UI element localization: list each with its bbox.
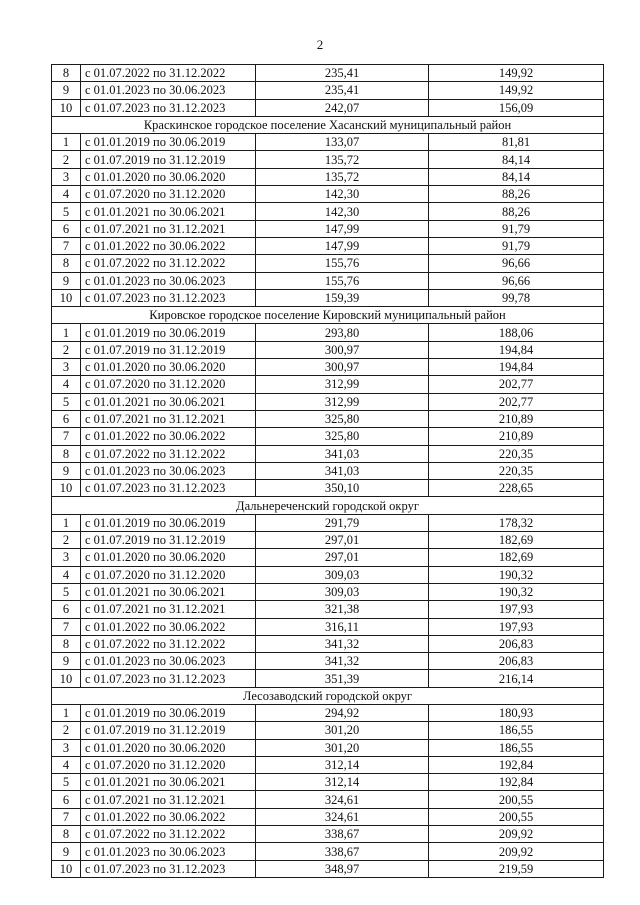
tariff-value-1-cell: 341,32 — [256, 653, 429, 670]
tariff-value-2-cell: 192,84 — [429, 756, 604, 773]
table-row — [52, 445, 604, 462]
row-number-cell: 3 — [52, 359, 81, 376]
section-header-row — [52, 116, 604, 133]
tariff-value-2-cell: 190,32 — [429, 583, 604, 600]
tariff-value-1-cell: 312,14 — [256, 756, 429, 773]
period-cell: с 01.01.2020 по 30.06.2020 — [81, 168, 256, 185]
tariff-table — [51, 64, 604, 878]
period-cell: с 01.07.2022 по 31.12.2022 — [81, 826, 256, 843]
tariff-value-1-cell: 312,99 — [256, 376, 429, 393]
row-number-cell: 9 — [52, 653, 81, 670]
tariff-value-2-cell: 209,92 — [429, 843, 604, 860]
tariff-value-1-cell: 324,61 — [256, 808, 429, 825]
period-cell: с 01.07.2021 по 31.12.2021 — [81, 220, 256, 237]
tariff-value-1-cell: 350,10 — [256, 480, 429, 497]
period-cell: с 01.01.2019 по 30.06.2019 — [81, 704, 256, 721]
row-number-cell: 3 — [52, 168, 81, 185]
tariff-value-1-cell: 235,41 — [256, 82, 429, 99]
table-row — [52, 99, 604, 116]
row-number-cell: 1 — [52, 134, 81, 151]
row-number-cell: 9 — [52, 272, 81, 289]
table-row — [52, 843, 604, 860]
period-cell: с 01.07.2020 по 31.12.2020 — [81, 566, 256, 583]
row-number-cell: 4 — [52, 566, 81, 583]
row-number-cell: 8 — [52, 445, 81, 462]
table-row — [52, 82, 604, 99]
tariff-value-2-cell: 216,14 — [429, 670, 604, 687]
table-row — [52, 601, 604, 618]
period-cell: с 01.07.2022 по 31.12.2022 — [81, 255, 256, 272]
table-row — [52, 583, 604, 600]
table-row — [52, 168, 604, 185]
section-title: Кировское городское поселение Кировский муниципальный район — [52, 307, 604, 324]
table-row — [52, 860, 604, 877]
table-row — [52, 428, 604, 445]
table-row — [52, 359, 604, 376]
row-number-cell: 7 — [52, 618, 81, 635]
row-number-cell: 7 — [52, 428, 81, 445]
tariff-value-2-cell: 194,84 — [429, 359, 604, 376]
tariff-value-2-cell: 197,93 — [429, 618, 604, 635]
tariff-value-2-cell: 197,93 — [429, 601, 604, 618]
row-number-cell: 6 — [52, 601, 81, 618]
tariff-value-2-cell: 219,59 — [429, 860, 604, 877]
table-row — [52, 220, 604, 237]
tariff-value-1-cell: 301,20 — [256, 722, 429, 739]
tariff-value-2-cell: 88,26 — [429, 203, 604, 220]
table-row — [52, 410, 604, 427]
period-cell: с 01.07.2019 по 31.12.2019 — [81, 341, 256, 358]
table-row — [52, 774, 604, 791]
period-cell: с 01.01.2023 по 30.06.2023 — [81, 272, 256, 289]
row-number-cell: 3 — [52, 549, 81, 566]
period-cell: с 01.01.2023 по 30.06.2023 — [81, 653, 256, 670]
period-cell: с 01.01.2022 по 30.06.2022 — [81, 237, 256, 254]
tariff-value-1-cell: 301,20 — [256, 739, 429, 756]
table-row — [52, 826, 604, 843]
period-cell: с 01.07.2019 по 31.12.2019 — [81, 532, 256, 549]
row-number-cell: 7 — [52, 237, 81, 254]
tariff-value-2-cell: 96,66 — [429, 255, 604, 272]
table-row — [52, 341, 604, 358]
tariff-value-2-cell: 210,89 — [429, 410, 604, 427]
row-number-cell: 8 — [52, 65, 81, 82]
tariff-value-2-cell: 99,78 — [429, 289, 604, 306]
tariff-value-1-cell: 297,01 — [256, 532, 429, 549]
tariff-value-2-cell: 96,66 — [429, 272, 604, 289]
row-number-cell: 4 — [52, 186, 81, 203]
tariff-value-1-cell: 316,11 — [256, 618, 429, 635]
tariff-value-1-cell: 325,80 — [256, 410, 429, 427]
row-number-cell: 1 — [52, 514, 81, 531]
tariff-value-2-cell: 206,83 — [429, 653, 604, 670]
section-header-row — [52, 307, 604, 324]
table-row — [52, 203, 604, 220]
table-row — [52, 186, 604, 203]
tariff-value-1-cell: 341,32 — [256, 635, 429, 652]
tariff-value-2-cell: 209,92 — [429, 826, 604, 843]
tariff-value-1-cell: 242,07 — [256, 99, 429, 116]
period-cell: с 01.07.2019 по 31.12.2019 — [81, 722, 256, 739]
period-cell: с 01.01.2022 по 30.06.2022 — [81, 808, 256, 825]
row-number-cell: 6 — [52, 410, 81, 427]
tariff-value-2-cell: 81,81 — [429, 134, 604, 151]
tariff-value-1-cell: 293,80 — [256, 324, 429, 341]
row-number-cell: 6 — [52, 220, 81, 237]
row-number-cell: 2 — [52, 722, 81, 739]
row-number-cell: 8 — [52, 635, 81, 652]
row-number-cell: 3 — [52, 739, 81, 756]
table-row — [52, 549, 604, 566]
table-row — [52, 272, 604, 289]
period-cell: с 01.01.2019 по 30.06.2019 — [81, 134, 256, 151]
period-cell: с 01.01.2020 по 30.06.2020 — [81, 549, 256, 566]
tariff-value-1-cell: 235,41 — [256, 65, 429, 82]
tariff-value-2-cell: 186,55 — [429, 722, 604, 739]
table-row — [52, 635, 604, 652]
tariff-value-2-cell: 220,35 — [429, 445, 604, 462]
period-cell: с 01.07.2022 по 31.12.2022 — [81, 65, 256, 82]
table-row — [52, 514, 604, 531]
row-number-cell: 2 — [52, 341, 81, 358]
tariff-value-2-cell: 206,83 — [429, 635, 604, 652]
tariff-value-2-cell: 156,09 — [429, 99, 604, 116]
row-number-cell: 9 — [52, 462, 81, 479]
table-row — [52, 255, 604, 272]
tariff-value-1-cell: 324,61 — [256, 791, 429, 808]
row-number-cell: 1 — [52, 324, 81, 341]
tariff-value-1-cell: 300,97 — [256, 341, 429, 358]
row-number-cell: 4 — [52, 376, 81, 393]
row-number-cell: 5 — [52, 583, 81, 600]
tariff-value-2-cell: 182,69 — [429, 532, 604, 549]
tariff-value-1-cell: 341,03 — [256, 462, 429, 479]
tariff-value-1-cell: 147,99 — [256, 220, 429, 237]
tariff-value-2-cell: 91,79 — [429, 220, 604, 237]
table-row — [52, 722, 604, 739]
tariff-value-1-cell: 338,67 — [256, 843, 429, 860]
tariff-value-1-cell: 135,72 — [256, 151, 429, 168]
row-number-cell: 10 — [52, 860, 81, 877]
row-number-cell: 6 — [52, 791, 81, 808]
tariff-value-1-cell: 147,99 — [256, 237, 429, 254]
table-row — [52, 670, 604, 687]
period-cell: с 01.07.2020 по 31.12.2020 — [81, 186, 256, 203]
tariff-value-2-cell: 84,14 — [429, 151, 604, 168]
period-cell: с 01.01.2022 по 30.06.2022 — [81, 618, 256, 635]
tariff-value-1-cell: 312,14 — [256, 774, 429, 791]
table-row — [52, 618, 604, 635]
tariff-value-2-cell: 200,55 — [429, 808, 604, 825]
row-number-cell: 10 — [52, 289, 81, 306]
row-number-cell: 8 — [52, 255, 81, 272]
page-number: 2 — [316, 37, 324, 52]
period-cell: с 01.01.2021 по 30.06.2021 — [81, 393, 256, 410]
tariff-value-1-cell: 338,67 — [256, 826, 429, 843]
table-row — [52, 808, 604, 825]
section-header-row — [52, 687, 604, 704]
table-row — [52, 289, 604, 306]
row-number-cell: 2 — [52, 532, 81, 549]
row-number-cell: 9 — [52, 82, 81, 99]
tariff-value-2-cell: 84,14 — [429, 168, 604, 185]
tariff-value-2-cell: 202,77 — [429, 376, 604, 393]
tariff-value-2-cell: 194,84 — [429, 341, 604, 358]
tariff-value-1-cell: 341,03 — [256, 445, 429, 462]
period-cell: с 01.01.2019 по 30.06.2019 — [81, 514, 256, 531]
row-number-cell: 10 — [52, 670, 81, 687]
table-row — [52, 756, 604, 773]
tariff-value-2-cell: 186,55 — [429, 739, 604, 756]
period-cell: с 01.07.2023 по 31.12.2023 — [81, 99, 256, 116]
period-cell: с 01.07.2023 по 31.12.2023 — [81, 480, 256, 497]
tariff-value-2-cell: 188,06 — [429, 324, 604, 341]
table-row — [52, 237, 604, 254]
row-number-cell: 5 — [52, 203, 81, 220]
table-row — [52, 532, 604, 549]
row-number-cell: 5 — [52, 774, 81, 791]
table-row — [52, 462, 604, 479]
tariff-value-1-cell: 300,97 — [256, 359, 429, 376]
tariff-value-2-cell: 192,84 — [429, 774, 604, 791]
period-cell: с 01.07.2023 по 31.12.2023 — [81, 670, 256, 687]
table-row — [52, 376, 604, 393]
tariff-value-2-cell: 220,35 — [429, 462, 604, 479]
row-number-cell: 5 — [52, 393, 81, 410]
tariff-value-1-cell: 312,99 — [256, 393, 429, 410]
period-cell: с 01.07.2022 по 31.12.2022 — [81, 445, 256, 462]
period-cell: с 01.07.2019 по 31.12.2019 — [81, 151, 256, 168]
period-cell: с 01.07.2020 по 31.12.2020 — [81, 756, 256, 773]
row-number-cell: 10 — [52, 99, 81, 116]
row-number-cell: 9 — [52, 843, 81, 860]
tariff-value-2-cell: 180,93 — [429, 704, 604, 721]
tariff-table-body — [52, 65, 604, 878]
period-cell: с 01.07.2022 по 31.12.2022 — [81, 635, 256, 652]
tariff-value-2-cell: 202,77 — [429, 393, 604, 410]
table-row — [52, 65, 604, 82]
tariff-value-1-cell: 291,79 — [256, 514, 429, 531]
tariff-value-1-cell: 294,92 — [256, 704, 429, 721]
section-title: Краскинское городское поселение Хасанский муниципальный район — [52, 116, 604, 133]
tariff-value-1-cell: 155,76 — [256, 272, 429, 289]
tariff-value-2-cell: 210,89 — [429, 428, 604, 445]
table-row — [52, 739, 604, 756]
period-cell: с 01.01.2023 по 30.06.2023 — [81, 82, 256, 99]
tariff-value-1-cell: 325,80 — [256, 428, 429, 445]
table-row — [52, 704, 604, 721]
section-title: Лесозаводский городской округ — [52, 687, 604, 704]
table-row — [52, 566, 604, 583]
tariff-value-2-cell: 190,32 — [429, 566, 604, 583]
period-cell: с 01.07.2020 по 31.12.2020 — [81, 376, 256, 393]
tariff-value-2-cell: 91,79 — [429, 237, 604, 254]
table-row — [52, 151, 604, 168]
period-cell: с 01.01.2019 по 30.06.2019 — [81, 324, 256, 341]
table-row — [52, 653, 604, 670]
table-row — [52, 134, 604, 151]
tariff-value-1-cell: 321,38 — [256, 601, 429, 618]
tariff-value-2-cell: 149,92 — [429, 82, 604, 99]
period-cell: с 01.01.2021 по 30.06.2021 — [81, 774, 256, 791]
period-cell: с 01.01.2023 по 30.06.2023 — [81, 462, 256, 479]
period-cell: с 01.01.2021 по 30.06.2021 — [81, 203, 256, 220]
tariff-value-1-cell: 133,07 — [256, 134, 429, 151]
row-number-cell: 2 — [52, 151, 81, 168]
section-title: Дальнереченский городской округ — [52, 497, 604, 514]
period-cell: с 01.01.2022 по 30.06.2022 — [81, 428, 256, 445]
table-row — [52, 480, 604, 497]
tariff-value-1-cell: 351,39 — [256, 670, 429, 687]
tariff-value-2-cell: 228,65 — [429, 480, 604, 497]
period-cell: с 01.01.2021 по 30.06.2021 — [81, 583, 256, 600]
tariff-value-2-cell: 88,26 — [429, 186, 604, 203]
row-number-cell: 7 — [52, 808, 81, 825]
row-number-cell: 8 — [52, 826, 81, 843]
section-header-row — [52, 497, 604, 514]
tariff-value-2-cell: 182,69 — [429, 549, 604, 566]
row-number-cell: 10 — [52, 480, 81, 497]
tariff-value-1-cell: 348,97 — [256, 860, 429, 877]
tariff-value-1-cell: 309,03 — [256, 566, 429, 583]
tariff-value-2-cell: 200,55 — [429, 791, 604, 808]
row-number-cell: 4 — [52, 756, 81, 773]
table-row — [52, 393, 604, 410]
tariff-value-1-cell: 142,30 — [256, 203, 429, 220]
row-number-cell: 1 — [52, 704, 81, 721]
period-cell: с 01.07.2023 по 31.12.2023 — [81, 289, 256, 306]
period-cell: с 01.07.2021 по 31.12.2021 — [81, 791, 256, 808]
period-cell: с 01.01.2020 по 30.06.2020 — [81, 359, 256, 376]
period-cell: с 01.01.2020 по 30.06.2020 — [81, 739, 256, 756]
tariff-value-1-cell: 309,03 — [256, 583, 429, 600]
tariff-value-1-cell: 142,30 — [256, 186, 429, 203]
period-cell: с 01.01.2023 по 30.06.2023 — [81, 843, 256, 860]
tariff-value-1-cell: 297,01 — [256, 549, 429, 566]
tariff-value-1-cell: 155,76 — [256, 255, 429, 272]
table-row — [52, 791, 604, 808]
tariff-value-1-cell: 135,72 — [256, 168, 429, 185]
period-cell: с 01.07.2023 по 31.12.2023 — [81, 860, 256, 877]
table-row — [52, 324, 604, 341]
period-cell: с 01.07.2021 по 31.12.2021 — [81, 601, 256, 618]
tariff-value-2-cell: 178,32 — [429, 514, 604, 531]
tariff-value-2-cell: 149,92 — [429, 65, 604, 82]
period-cell: с 01.07.2021 по 31.12.2021 — [81, 410, 256, 427]
tariff-value-1-cell: 159,39 — [256, 289, 429, 306]
